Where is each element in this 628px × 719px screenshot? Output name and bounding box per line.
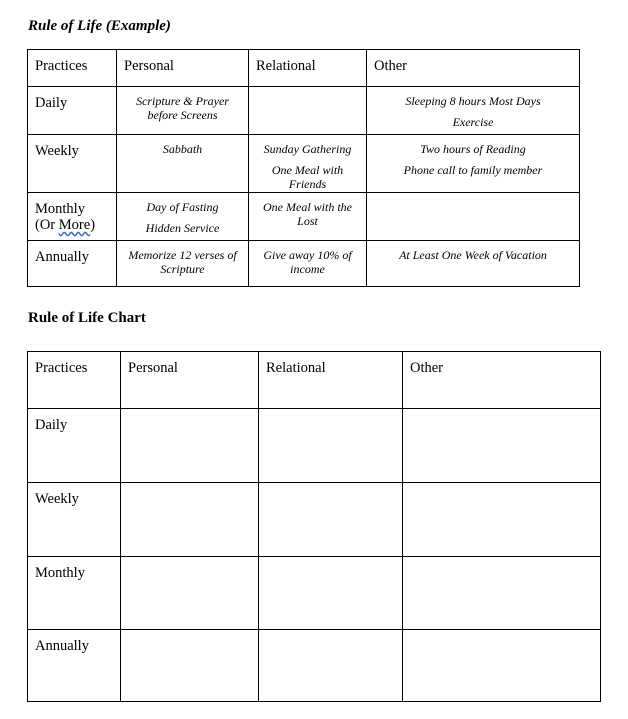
chart-row-label-monthly: Monthly <box>28 557 121 630</box>
cell-daily-relational <box>249 87 367 135</box>
cell-text: One Meal with the Lost <box>263 200 352 228</box>
cell-text: Scripture & Prayer before Screens <box>136 94 229 122</box>
chart-cell-weekly-other <box>403 483 601 557</box>
chart-header-other: Other <box>403 352 601 409</box>
chart-row-weekly <box>28 483 601 557</box>
row-label-weekly: Weekly <box>28 135 117 193</box>
cell-weekly-relational <box>249 135 367 193</box>
row-label-annually: Annually <box>28 241 117 287</box>
chart-header-personal: Personal <box>121 352 259 409</box>
chart-header-row <box>28 352 601 409</box>
chart-row-daily <box>28 409 601 483</box>
chart-row-label-annually: Annually <box>28 630 121 702</box>
example-row-monthly <box>28 193 580 241</box>
cell-daily-personal <box>117 87 249 135</box>
header-other: Other <box>367 50 580 87</box>
example-row-weekly <box>28 135 580 193</box>
chart-header-practices: Practices <box>28 352 121 409</box>
chart-title: Rule of Life Chart <box>28 310 146 326</box>
cell-annually-other <box>367 241 580 287</box>
chart-cell-annually-personal <box>121 630 259 702</box>
chart-cell-annually-other <box>403 630 601 702</box>
example-table <box>27 49 580 287</box>
chart-row-monthly <box>28 557 601 630</box>
cell-annually-personal <box>117 241 249 287</box>
header-relational: Relational <box>249 50 367 87</box>
example-title: Rule of Life (Example) <box>28 18 171 34</box>
chart-header-relational: Relational <box>259 352 403 409</box>
chart-row-label-weekly: Weekly <box>28 483 121 557</box>
cell-monthly-other <box>367 193 580 241</box>
cell-text: At Least One Week of Vacation <box>399 248 547 262</box>
chart-cell-monthly-personal <box>121 557 259 630</box>
cell-text: Phone call to family member <box>403 163 543 177</box>
chart-cell-weekly-relational <box>259 483 403 557</box>
cell-monthly-relational <box>249 193 367 241</box>
chart-cell-monthly-other <box>403 557 601 630</box>
row-label-monthly <box>28 193 117 241</box>
cell-weekly-other <box>367 135 580 193</box>
cell-text: Give away 10% of income <box>263 248 352 276</box>
cell-text: One Meal with Friends <box>271 163 344 191</box>
chart-cell-daily-other <box>403 409 601 483</box>
chart-cell-monthly-relational <box>259 557 403 630</box>
cell-text: Two hours of Reading <box>420 142 526 156</box>
cell-text: Memorize 12 verses of Scripture <box>128 248 237 276</box>
cell-text: Sleeping 8 hours Most Days <box>405 94 541 108</box>
cell-weekly-personal <box>117 135 249 193</box>
row-label-text: Monthly <box>35 201 85 217</box>
chart-cell-daily-personal <box>121 409 259 483</box>
example-row-daily <box>28 87 580 135</box>
cell-text: Day of Fasting <box>146 200 219 214</box>
cell-text: Sabbath <box>162 142 203 156</box>
cell-text: Sunday Gathering <box>263 142 352 156</box>
cell-text: Exercise <box>452 115 494 129</box>
header-personal: Personal <box>117 50 249 87</box>
example-row-annually <box>28 241 580 287</box>
header-practices: Practices <box>28 50 117 87</box>
chart-row-annually <box>28 630 601 702</box>
chart-cell-annually-relational <box>259 630 403 702</box>
row-label-note: (Or More) <box>35 217 96 233</box>
cell-daily-other <box>367 87 580 135</box>
row-label-daily: Daily <box>28 87 117 135</box>
blank-chart-table <box>27 351 601 702</box>
cell-monthly-personal <box>117 193 249 241</box>
cell-text: Hidden Service <box>145 221 220 235</box>
example-header-row <box>28 50 580 87</box>
chart-cell-weekly-personal <box>121 483 259 557</box>
cell-annually-relational <box>249 241 367 287</box>
chart-row-label-daily: Daily <box>28 409 121 483</box>
chart-cell-daily-relational <box>259 409 403 483</box>
